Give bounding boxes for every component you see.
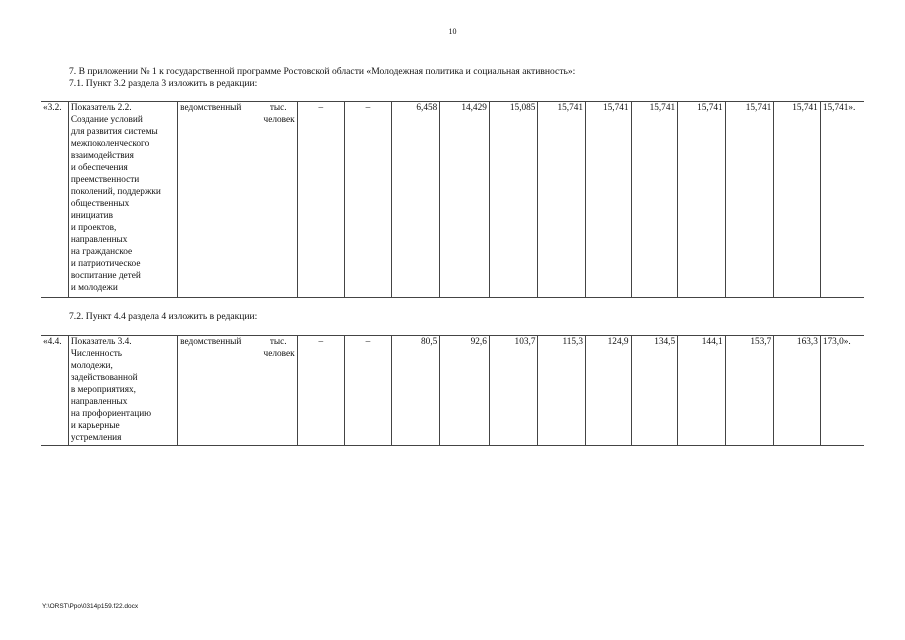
indicator-line: Показатель 3.4. (70, 337, 132, 347)
indicator-line: для развития системы (70, 127, 158, 137)
indicator-line: воспитание детей (70, 271, 141, 281)
value-cell: 15,741 (678, 102, 726, 298)
value-cell: 92,6 (440, 336, 490, 446)
unit-line-1: тыс. (269, 337, 287, 347)
indicator-line: Создание условий (70, 115, 143, 125)
value-cell: 80,5 (391, 336, 440, 446)
value-cell: 173,0». (820, 336, 864, 446)
page-number: 10 (448, 27, 457, 36)
indicator-table-3-2 (41, 101, 864, 298)
indicator-line: и молодежи (70, 283, 118, 293)
indicator-line: на профориентацию (70, 409, 152, 419)
value-cell: 15,085 (489, 102, 538, 298)
value-cell: 15,741». (820, 102, 864, 298)
intro-line-1: 7. В приложении № 1 к государственной программе Ростовской области «Молодежная политика и социальная активность»: (69, 66, 576, 77)
indicator-type: ведомственный (180, 103, 242, 113)
indicator-line: и проектов, (70, 223, 117, 233)
unit-line-2: человек (263, 349, 295, 359)
value-cell: 103,7 (489, 336, 538, 446)
indicator-name (68, 336, 177, 446)
value-cell: 163,3 (774, 336, 821, 446)
dash-cell: – (345, 102, 392, 298)
intro-line-2: 7.1. Пункт 3.2 раздела 3 изложить в редакции: (69, 78, 258, 89)
indicator-table-4-4 (41, 335, 864, 446)
indicator-line: Численность (70, 349, 122, 359)
section-line: 7.2. Пункт 4.4 раздела 4 изложить в редакции: (69, 311, 258, 322)
indicator-line: направленных (70, 235, 128, 245)
table-row (41, 336, 864, 446)
indicator-line: и карьерные (70, 421, 120, 431)
indicator-line: Показатель 2.2. (70, 103, 132, 113)
value-cell: 134,5 (631, 336, 678, 446)
row-code: «3.2. (41, 102, 68, 298)
value-cell: 115,3 (538, 336, 586, 446)
dash-cell: – (297, 102, 345, 298)
indicator-line: инициатив (70, 211, 114, 221)
indicator-name (68, 102, 177, 298)
file-path-footer: Y:\ORST\Ppo\0314p159.f22.docx (42, 603, 139, 610)
indicator-line: и патриотическое (70, 259, 141, 269)
indicator-line: взаимодействия (70, 151, 134, 161)
value-cell: 15,741 (538, 102, 586, 298)
indicator-line: в мероприятиях, (70, 385, 137, 395)
indicator-line: направленных (70, 397, 128, 407)
value-cell: 15,741 (586, 102, 632, 298)
indicator-line: и обеспечения (70, 163, 128, 173)
value-cell: 15,741 (774, 102, 821, 298)
row-code: «4.4. (41, 336, 68, 446)
dash-cell: – (297, 336, 345, 446)
indicator-line: поколений, поддержки (70, 187, 161, 197)
unit-line-1: тыс. (269, 103, 287, 113)
table-row (41, 102, 864, 298)
value-cell: 14,429 (440, 102, 490, 298)
indicator-line: молодежи, (70, 361, 113, 371)
value-cell: 144,1 (678, 336, 726, 446)
indicator-type-unit (178, 102, 297, 298)
value-cell: 153,7 (725, 336, 774, 446)
unit-line-2: человек (263, 115, 295, 125)
dash-cell: – (345, 336, 392, 446)
value-cell: 6,458 (391, 102, 440, 298)
value-cell: 15,741 (631, 102, 678, 298)
indicator-line: на гражданское (70, 247, 133, 257)
value-cell: 124,9 (586, 336, 632, 446)
indicator-line: общественных (70, 199, 130, 209)
indicator-line: преемственности (70, 175, 140, 185)
indicator-type-unit (178, 336, 297, 446)
indicator-line: задействованной (70, 373, 138, 383)
indicator-type: ведомственный (180, 337, 242, 347)
value-cell: 15,741 (725, 102, 774, 298)
indicator-line: устремления (70, 433, 122, 443)
indicator-line: межпоколенческого (70, 139, 150, 149)
